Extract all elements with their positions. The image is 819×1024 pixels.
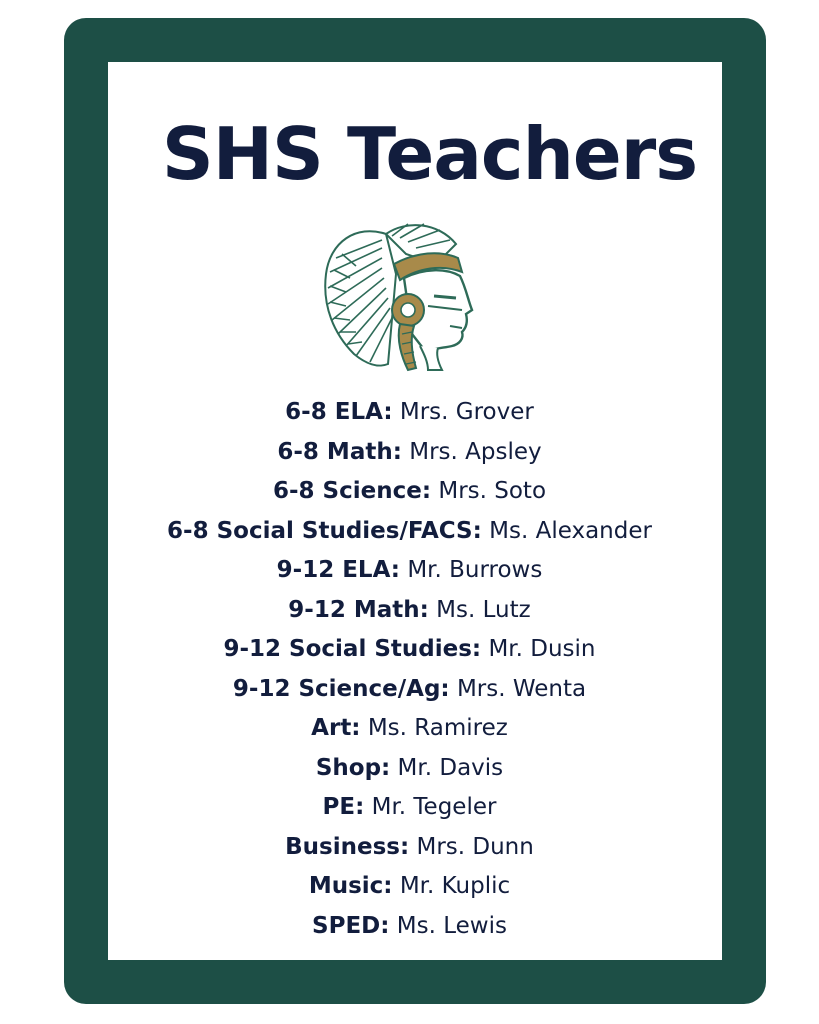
teacher-name: Mrs. Apsley (409, 438, 542, 465)
subject-label: 6-8 ELA: (285, 399, 393, 425)
teacher-entry (0, 512, 819, 552)
teacher-entry (0, 709, 819, 749)
teacher-name: Mr. Davis (397, 754, 504, 781)
teacher-name: Ms. Ramirez (367, 715, 508, 741)
teacher-entry (0, 551, 819, 591)
subject-label: SPED: (312, 912, 390, 939)
page-title: SHS Teachers (161, 112, 698, 196)
teacher-list (0, 393, 819, 946)
teacher-name: Mrs. Wenta (456, 675, 587, 702)
subject-label: 6-8 Math: (277, 438, 402, 465)
teacher-entry (0, 749, 819, 789)
teacher-entry (0, 393, 819, 433)
teacher-entry (0, 591, 819, 631)
teacher-name: Ms. Alexander (489, 517, 652, 544)
subject-label: Shop: (315, 754, 391, 781)
subject-label: 9-12 Social Studies: (223, 636, 482, 662)
teacher-name: Mr. Dusin (488, 636, 596, 662)
teacher-entry (0, 630, 819, 670)
subject-label: 9-12 Science/Ag: (232, 675, 450, 702)
teacher-name: Mrs. Grover (399, 399, 534, 425)
teacher-name: Ms. Lewis (396, 912, 507, 939)
teacher-name: Mr. Kuplic (399, 873, 511, 899)
subject-label: Music: (308, 873, 393, 899)
subject-label: 9-12 ELA: (276, 557, 400, 583)
teacher-entry (0, 867, 819, 907)
teacher-entry (0, 472, 819, 512)
teacher-entry (0, 788, 819, 828)
teacher-name: Mrs. Dunn (416, 833, 534, 860)
subject-label: 6-8 Social Studies/FACS: (167, 517, 482, 544)
subject-label: PE: (322, 794, 365, 820)
teacher-entry (0, 828, 819, 868)
teacher-name: Mrs. Soto (438, 478, 547, 504)
teacher-entry (0, 433, 819, 473)
teacher-name: Mr. Burrows (407, 557, 543, 583)
teacher-name: Mr. Tegeler (371, 794, 497, 820)
teacher-entry (0, 670, 819, 710)
subject-label: 6-8 Science: (272, 478, 432, 504)
teacher-name: Ms. Lutz (436, 596, 531, 623)
headdress-mascot-icon (316, 214, 476, 376)
subject-label: 9-12 Math: (288, 596, 429, 623)
subject-label: Art: (311, 715, 361, 741)
teacher-entry (0, 907, 819, 947)
subject-label: Business: (285, 833, 410, 860)
